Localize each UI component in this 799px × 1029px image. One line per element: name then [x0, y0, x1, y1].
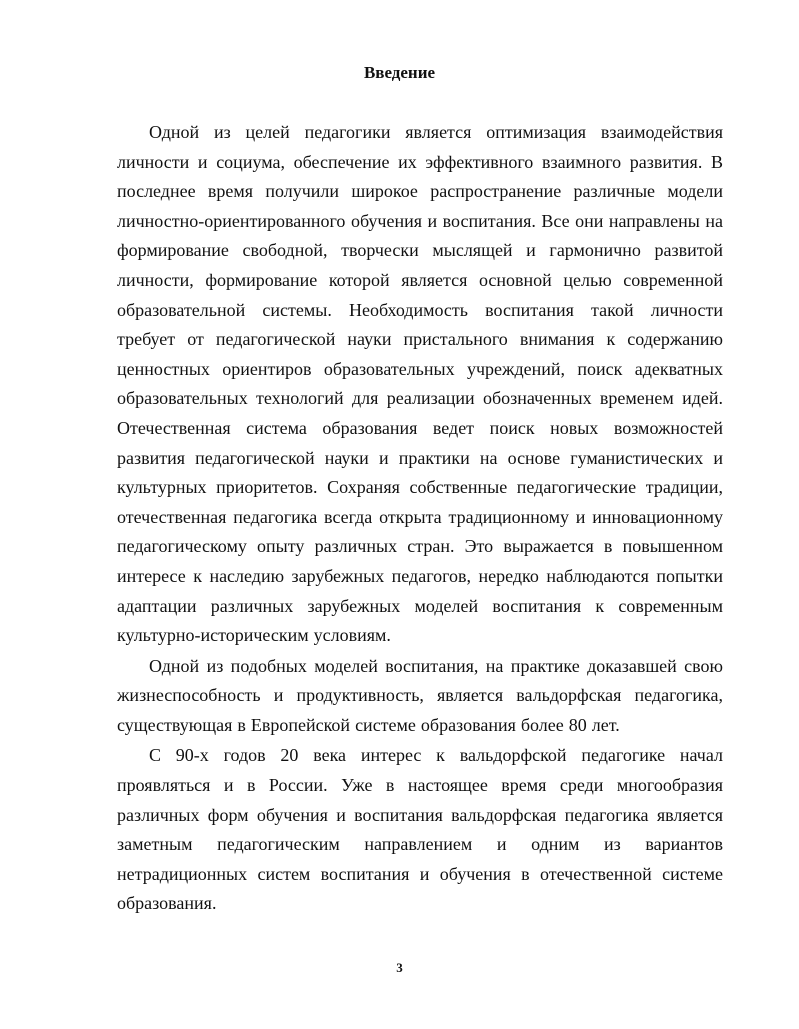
paragraph-2: Одной из подобных моделей воспитания, на практике доказавшей свою жизнеспособность и продуктивность, является вальдорфская педагогика, существующая в Европейской системе образования более 80 лет. [117, 655, 723, 735]
page-number: 3 [396, 960, 403, 975]
paragraph-1: Одной из целей педагогики является оптимизация взаимодействия личности и социума, обеспечение их эффективного взаимного развития. В последнее время получили широкое распространение различные модели личностно-ориентированного обучения и воспитания. Все они направлены на формирование свободной, творчески мыслящей и гармонично развитой личности, формирование которой является основной целью современной образовательной системы. Необходимость воспитания такой личности требует от педагогической науки пристального внимания к содержанию ценностных ориентиров образовательных учреждений, поиск адекватных образовательных технологий для реализации обозначенных временем идей. Отечественная система образования ведет поиск новых возможностей развития педагогической науки и практики на основе гуманистических и культурных приоритетов. Сохраняя собственные педагогические традиции, отечественная педагогика всегда открыта традиционному и инновационному педагогическому опыту различных стран. Это выражается в повышенном интересе к наследию зарубежных педагогов, нередко наблюдаются попытки адаптации различных зарубежных моделей воспитания к современным культурно-историческим условиям. [117, 122, 723, 646]
body-text [117, 118, 723, 919]
page-title: Введение [363, 63, 436, 82]
paragraph-3: С 90-х годов 20 века интерес к вальдорфской педагогике начал проявляться и в России. Уже в настоящее время среди многообразия различных форм обучения и воспитания вальдорфская педагогика является заметным педагогическим направлением и одним из вариантов нетрадиционных систем воспитания и обучения в отечественной системе образования. [117, 745, 723, 914]
